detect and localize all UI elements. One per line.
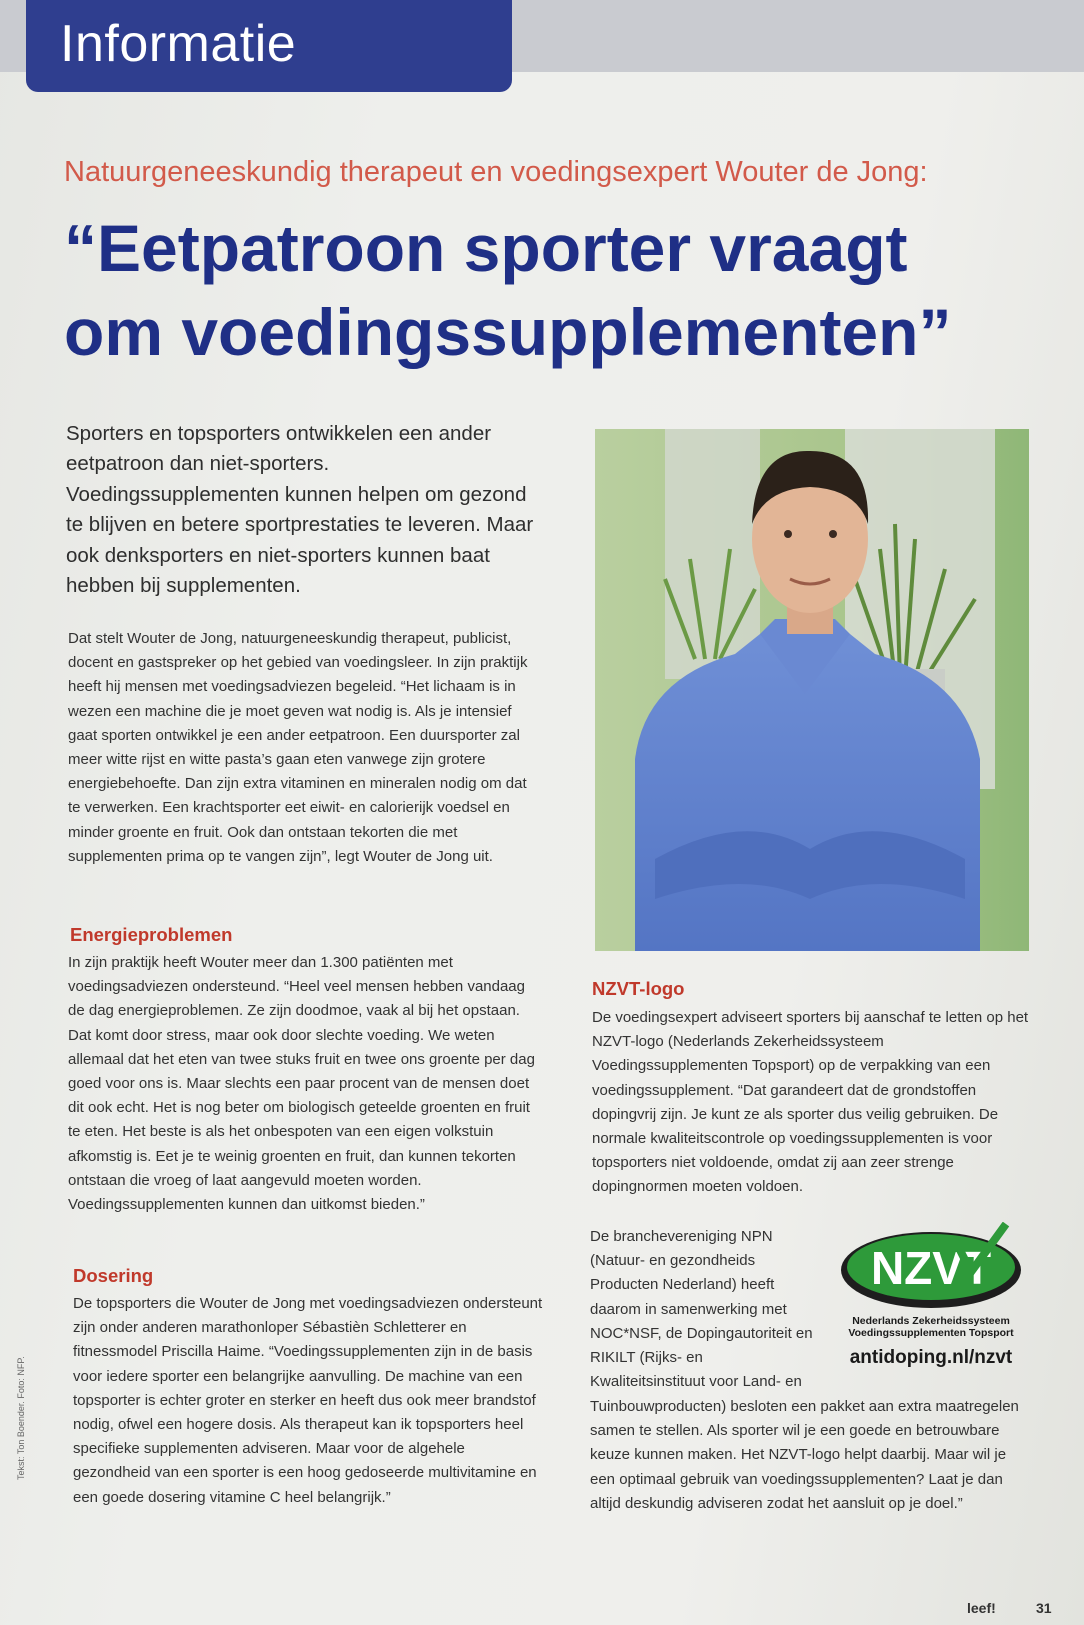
section-tab [26,0,512,92]
photo-credit: Tekst: Ton Boender. Foto: NFP. [16,1356,26,1480]
energie-section [68,951,538,1217]
nzvt-heading: NZVT-logo [592,978,685,999]
logo-caption-line-1: Nederlands Zekerheidssysteem [852,1315,1010,1327]
nzvt-text: De voedingsexpert adviseert sporters bij aanschaf te letten op het NZVT-logo (Nederlands Zekerheidssysteem Voedingssupplementen Topsport) op de verpakking van een voedingssupplement. “Dat garandeert dat de grondstoffen dopingvrij zijn. Je kunt ze als sporter dus veilig gebruiken. De normale kwaliteitscontrole op voedingssupplementen is voor topsporters niet voldoende, omdat zij aan zeer strenge dopingnormen moeten voldoen. [592,1009,1029,1196]
article-headline [64,206,1054,374]
footer-brand: leef! [967,1600,996,1616]
nzvt-section [592,1006,1032,1200]
portrait-illustration [595,429,1029,951]
portrait-photo [595,429,1029,951]
headline-line-2: om voedingssupplementen” [64,295,952,369]
dosering-text: De topsporters die Wouter de Jong met voedingsadviezen ondersteunt zijn onder anderen marathonloper Sébastièn Schletterer en fitnessmodel Priscilla Haime. “Voedingssupplementen zijn in de basis voor iedere sporter een belangrijke aanvulling. De machine van een topsporter is echter groter en sterker en heeft dus ook meer brandstof nodig, ofwel een hogere dosis. Als therapeut kan ik topsporters heel specifieke supplementen adviseren. Maar voor de algehele gezondheid van een sporter is een hoog gedoseerde multivitamine en een goede dosering vitamine C heel belangrijk.” [73,1295,543,1506]
article-kicker: Natuurgeneeskundig therapeut en voedingsexpert Wouter de Jong: [64,156,928,188]
npn-paragraph: De branchevereniging NPN (Natuur- en gezondheids Producten Nederland) heeft daarom in samenwerking met NOC*NSF, de Dopingautoriteit en RIKILT (Rijks- en Kwaliteitsinstituut voor Land- en [590,1228,813,1391]
energie-text: In zijn praktijk heeft Wouter meer dan 1.300 patiënten met voedingsadviezen ondersteund. “Heel veel mensen hebben vandaag de dag energieproblemen. Ze zijn doodmoe, vaak al bij het opstaan. Dat komt door stress, maar ook door slechte voeding. We weten allemaal dat het eten van twee stuks fruit en twee ons groente per dag goed voor ons is. Maar slechts een paar procent van de mensen doet dit ook echt. Het is nog beter om biologisch geteelde groenten en fruit te eten. Het beste is als het onbespoten van een eigen volkstuin afkomstig is. Eet je te weinig groenten en fruit, dan kunnen tekorten ontstaan die vroeg of laat aangevuld moeten worden. Voedingssupplementen kunnen dan uitkomst bieden.” [68,954,535,1214]
headline-line-1: “Eetpatroon sporter vraagt [64,211,908,285]
nzvt-logo-mark [836,1222,1026,1312]
intro-text: Dat stelt Wouter de Jong, natuurgeneeskundig therapeut, publicist, docent en gastspreker op het gebied van voedingsleer. In zijn praktijk heeft hij mensen met voedingsadviezen begeleid. “Het lichaam is in wezen een machine die je moet geven wat nodig is. Als je intensief gaat sporten ontwikkel je een ander eetpatroon. Een duursporter zal meer witte rijst en witte pasta’s gaan eten vanwege zijn grotere energiebehoefte. Dan zijn extra vitaminen en mineralen nodig om dat te verwerken. Een krachtsporter eet eiwit- en calorierijk voedsel en minder groente en fruit. Ook dan ontstaan tekorten die met supplementen prima op te vangen zijn”, legt Wouter de Jong uit. [68,630,528,865]
dosering-section [73,1292,543,1510]
intro-paragraph [68,627,538,869]
page-number: 31 [1036,1600,1052,1616]
logo-caption-line-2: Voedingssupplementen Topsport [848,1327,1014,1339]
article-lead: Sporters en topsporters ontwikkelen een ander eetpatroon dan niet-sporters. Voedingssupplementen kunnen helpen om gezond te blijven en betere sportprestaties te leveren. Maar ook denksporters en niet-sporters kunnen baat hebben bij supplementen. [66,422,534,598]
dosering-heading: Dosering [73,1265,154,1286]
nzvt-logo-text: NZVT [870,1242,992,1294]
nzvt-url: antidoping.nl/nzvt [849,1347,1013,1368]
nzvt-logo [836,1222,1026,1372]
energie-heading: Energieproblemen [70,924,233,945]
nzvt-logo-caption [836,1315,1026,1339]
section-label: Informatie [60,15,297,73]
npn-paragraph-continued: Tuinbouwproducten) besloten een pakket aan extra maatregelen samen te stellen. Als sporter wil je een goede en betrouwbare keuze kunnen maken. Het NZVT-logo helpt daarbij. Maar wil je een optimaal gebruik van voedingssupplementen? Laat je dan altijd deskundig adviseren zodat het aansluit op je doel.” [590,1398,1019,1512]
